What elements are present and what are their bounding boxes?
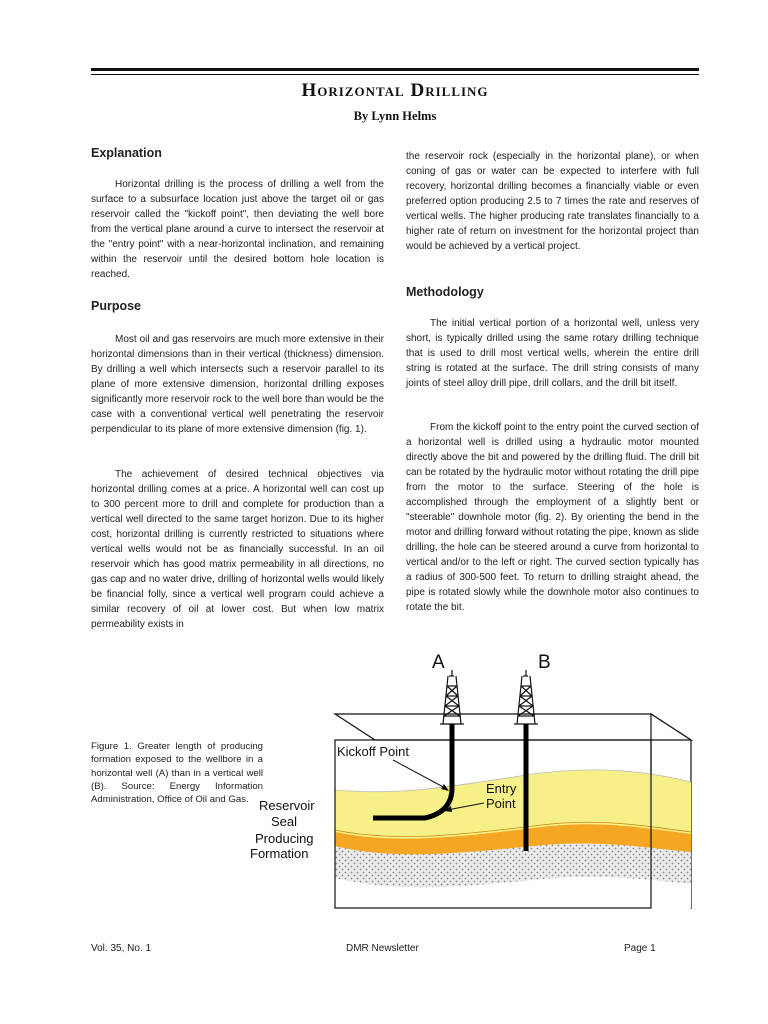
label-entry-point-1: Entry xyxy=(486,781,517,796)
label-well-a: A xyxy=(432,652,445,673)
kickoff-arrow-line xyxy=(393,760,447,789)
label-producing-formation-2: Formation xyxy=(250,846,309,861)
article-title: Horizontal Drilling xyxy=(301,80,489,101)
derrick-b xyxy=(514,670,538,724)
label-kickoff-point: Kickoff Point xyxy=(337,744,410,759)
label-reservoir-seal-2: Seal xyxy=(271,814,298,829)
article-byline: By Lynn Helms xyxy=(353,109,437,123)
paragraph-purpose-2-continued: the reservoir rock (especially in the horizontal plane), or when coning of gas or water can be expected to interfere with full recovery, horizontal drilling becomes a financially viable or even preferred option producing 2.5 to 7 times the rate and reserves of vertical wells. The higher producing rate translates financially to a higher rate of return on investment for the horizontal project than would be achieved by a vertical project. xyxy=(406,151,699,252)
label-well-b: B xyxy=(538,652,551,673)
header-rule-thick xyxy=(91,68,699,71)
footer-newsletter: DMR Newsletter xyxy=(346,943,419,954)
footer-page-number: Page 1 xyxy=(624,943,656,954)
derrick-a xyxy=(440,670,464,724)
paragraph-methodology-2: From the kickoff point to the entry point the curved section of a horizontal well is drilled using a hydraulic motor mounted directly above the bit and powered by the drilling fluid. The drill bit can be rotated by the hydraulic motor without rotating the drill pipe from the motor to the surface. Steering of the hole is accomplished through the employment of a slightly bent or "steerable" downhole motor (fig. 2). By orienting the bend in the motor and drilling forward without rotating the pipe, known as slide drilling, the hole can be steered around a curve from horizontal to vertical and/or to the left or right. The curved section typically has a radius of 300-500 feet. To return to drilling straight ahead, the pipe is rotated slowly while the downhole motor also continues to rotate the bit. xyxy=(406,422,699,613)
figure-caption: Figure 1. Greater length of producing formation exposed to the wellbore in a horizontal well (A) than in a vertical well (B). Source: Energy Information Administration, Office of Oil and Gas. xyxy=(91,741,263,806)
paragraph-methodology-1: The initial vertical portion of a horizontal well, unless very short, is typically drilled using the same rotary drilling technique that is used to drill most vertical wells, wherein the entire drill string is rotated at the surface. The drill string consists of many joints of steel alloy drill pipe, drill collars, and the drill bit itself. xyxy=(406,318,699,389)
heading-purpose: Purpose xyxy=(91,299,142,313)
footer-volume: Vol. 35, No. 1 xyxy=(91,943,152,954)
label-producing-formation-1: Producing xyxy=(255,831,314,846)
paragraph-purpose-1: Most oil and gas reservoirs are much more extensive in their horizontal dimensions than in their vertical (thickness) dimension. By drilling a well which intersects such a reservoir parallel to its plane of more extensive dimension, horizontal drilling exposes significantly more reservoir rock to the well bore than would be the case with a conventional vertical well penetrating the reservoir perpendicular to its plane of more extensive dimension (fig. 1). xyxy=(91,334,384,435)
paragraph-explanation: Horizontal drilling is the process of drilling a well from the surface to a subsurface location just above the target oil or gas reservoir called the "kickoff point", then deviating the well bore from the vertical plane around a curve to intersect the reservoir at the "entry point" with a near-horizontal inclination, and remaining within the reservoir until the desired bottom hole location is reached. xyxy=(91,179,384,280)
block-top-face xyxy=(335,714,691,740)
heading-explanation: Explanation xyxy=(91,146,162,160)
header-rule-thin xyxy=(91,74,699,75)
label-entry-point-2: Point xyxy=(486,796,516,811)
label-reservoir-seal-1: Reservoir xyxy=(259,798,315,813)
paragraph-purpose-2: The achievement of desired technical objectives via horizontal drilling comes at a price. A horizontal well can cost up to 300 percent more to drill and complete for production than a vertical well directed to the same target horizon. Due to its higher cost, horizontal drilling is currently restricted to situations where vertical wells would not be as financially successful. In an oil reservoir which has good matrix permeability in all directions, no gas cap and no water drive, drilling of horizontal wells would likely be financial folly, since a vertical well program could achieve a similar recovery of oil at lower cost. But when low matrix permeability exists in xyxy=(91,469,384,630)
heading-methodology: Methodology xyxy=(406,285,484,299)
figure-1-diagram xyxy=(233,646,713,938)
